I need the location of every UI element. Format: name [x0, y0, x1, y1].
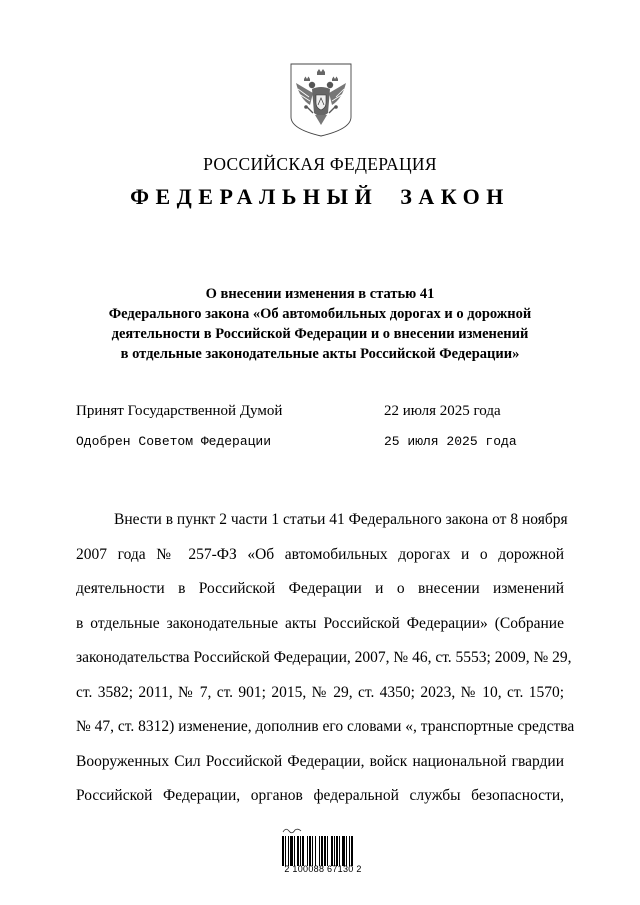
- barcode-bar: [307, 836, 308, 866]
- law-subject-line: Федерального закона «Об автомобильных дорогах и о дорожной: [108, 306, 532, 322]
- barcode-bar: [312, 836, 313, 866]
- barcode-bar: [297, 836, 299, 866]
- law-subject-line: деятельности в Российской Федерации и о внесении изменений: [111, 326, 529, 342]
- adoption-label: Принят Государственной Думой: [76, 403, 283, 419]
- barcode-bar: [331, 836, 333, 866]
- barcode-bar: [288, 836, 289, 866]
- body-line: 2007 года № 257-ФЗ «Об автомобильных дорогах и о дорожной: [76, 545, 564, 563]
- law-subject: [80, 284, 560, 364]
- adoption-date: 22 июля 2025 года: [384, 403, 501, 419]
- barcode-bar: [349, 836, 350, 866]
- body-line: Российской Федерации, органов федеральной службы безопасности,: [76, 787, 564, 804]
- law-subject-line: О внесении изменения в статью 41: [205, 286, 435, 302]
- barcode-bar: [327, 836, 328, 866]
- law-title-word-2: ЗАКОН: [400, 184, 510, 209]
- body-line: деятельности в Российской Федерации и о внесении изменений: [76, 580, 564, 597]
- barcode-bar: [302, 836, 304, 866]
- barcode-icon: [282, 836, 358, 866]
- barcode-bar: [346, 836, 347, 866]
- barcode-bar: [334, 836, 335, 866]
- signature-mark-icon: [282, 826, 302, 834]
- law-subject-line: в отдельные законодательные акты Российской Федерации»: [120, 346, 520, 362]
- body-line: законодательства Российской Федерации, 2007, № 46, ст. 5553; 2009, № 29,: [76, 649, 572, 666]
- body-line: ст. 3582; 2011, № 7, ст. 901; 2015, № 29, ст. 4350; 2023, № 10, ст. 1570;: [76, 683, 564, 701]
- body-line: № 47, ст. 8312) изменение, дополнив его словами «, транспортные средства: [76, 718, 575, 735]
- body-line: Внести в пункт 2 части 1 статьи 41 Федерального закона от 8 ноября: [114, 511, 568, 528]
- barcode-bar: [315, 836, 316, 866]
- body-line: Вооруженных Сил Российской Федерации, войск национальной гвардии: [76, 752, 564, 770]
- barcode-bar: [319, 836, 320, 866]
- barcode-bar: [351, 836, 353, 866]
- barcode-number: 2 100088 67130 2: [284, 864, 362, 874]
- barcode-bar: [342, 836, 345, 866]
- law-title-word-1: ФЕДЕРАЛЬНЫЙ: [130, 184, 379, 209]
- barcode-bar: [282, 836, 284, 866]
- barcode-bar: [324, 836, 326, 866]
- barcode-bar: [336, 836, 338, 866]
- barcode-bar: [339, 836, 340, 866]
- body-line: в отдельные законодательные акты Российской Федерации» (Собрание: [76, 614, 564, 632]
- law-body: [76, 503, 575, 814]
- barcode-bar: [321, 836, 323, 866]
- barcode-bar: [300, 836, 301, 866]
- law-title: [0, 184, 640, 210]
- barcode-bar: [294, 836, 295, 866]
- adoption-duma: [76, 403, 576, 425]
- adoption-label: Одобрен Советом Федерации: [76, 434, 272, 449]
- barcode-bar: [285, 836, 286, 866]
- adoption-federation-council: [76, 434, 576, 456]
- adoption-date: 25 июля 2025 года: [384, 434, 517, 449]
- barcode-bar: [309, 836, 311, 866]
- coat-of-arms-icon: [290, 63, 352, 137]
- country-name: РОССИЙСКАЯ ФЕДЕРАЦИЯ: [203, 154, 437, 174]
- barcode-bar: [290, 836, 293, 866]
